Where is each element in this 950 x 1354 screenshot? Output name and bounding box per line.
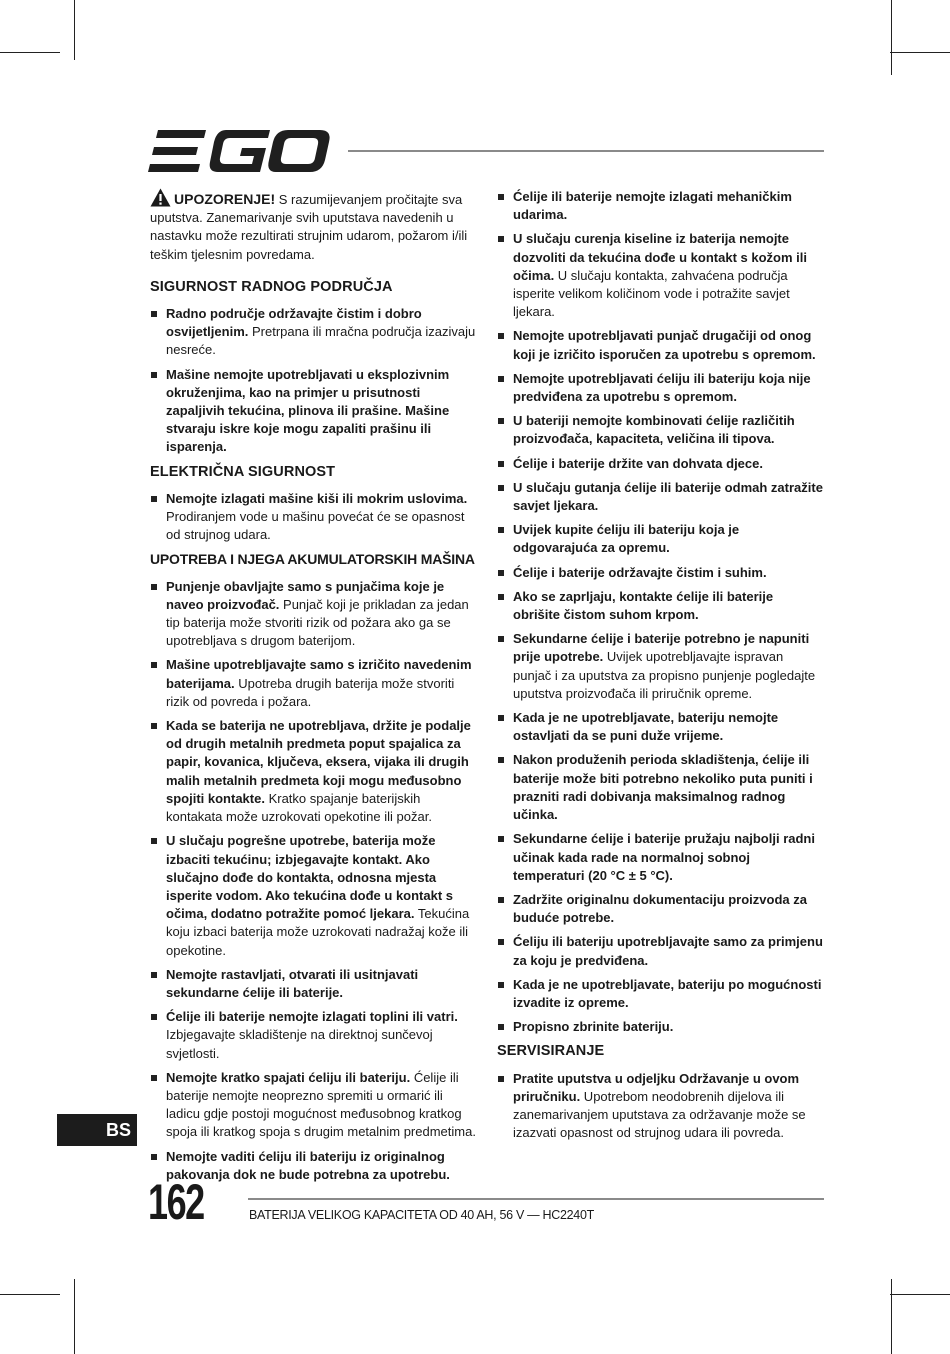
square-bullet-icon: [151, 1014, 157, 1020]
list-item: [497, 455, 823, 473]
item-bold-text: Punjenje obavljajte samo s punjačima koje je naveo proizvođač.: [166, 578, 445, 612]
list-item: [150, 966, 478, 1002]
item-bold-text: Pratite uputstva u odjeljku Održavanje u ovom priručniku.: [513, 1070, 800, 1104]
square-bullet-icon: [498, 527, 504, 533]
list-item: [497, 830, 823, 885]
section-battery-tool-use: [150, 550, 478, 1184]
square-bullet-icon: [498, 485, 504, 491]
item-bold-text: Mašine nemojte upotrebljavati u eksplozivnim okruženjima, kao na primjer u prisutnosti zapaljivih tekućina, plinova ili prašine. Mašine stvaraju iskre koje mogu zapaliti prašinu ili isparenja.: [166, 366, 450, 455]
list-item: [150, 717, 478, 826]
item-bold-text: U slučaju gutanja ćelije ili baterije odmah zatražite savjet ljekara.: [513, 479, 823, 514]
item-text: Prodiranjem vode u mašinu povećat će se opasnost od strujnog udara.: [166, 509, 465, 543]
item-text: Kratko spajanje baterijskih kontakata može uzrokovati opekotine ili požar.: [166, 790, 432, 825]
item-bold-text: Nemojte rastavljati, otvarati ili usitnjavati sekundarne ćelije ili baterije.: [166, 966, 419, 1000]
list-item: [497, 976, 823, 1012]
square-bullet-icon: [151, 838, 157, 844]
item-bold-text: Sekundarne ćelije i baterije pružaju najbolji radni učinak kada rade na normalnoj sobnoj temperaturi (20 °C ± 5 °C).: [513, 831, 815, 883]
list-item: [497, 188, 823, 224]
footer-rule: [248, 1198, 824, 1200]
square-bullet-icon: [151, 496, 157, 502]
square-bullet-icon: [498, 461, 504, 467]
item-text: Pretrpana ili mračna područja izazivaju nesreće.: [166, 324, 476, 358]
list-item: [497, 521, 823, 557]
square-bullet-icon: [151, 972, 157, 978]
page-number: 162: [148, 1174, 204, 1230]
list-item: [497, 933, 823, 969]
square-bullet-icon: [498, 570, 504, 576]
section-heading: UPOTREBA I NJEGA AKUMULATORSKIH MAŠINA: [150, 551, 475, 568]
section-heading: SIGURNOST RADNOG PODRUČJA: [150, 278, 393, 295]
warning-triangle-icon: [150, 188, 171, 207]
list-item: [150, 366, 478, 457]
right-column: [497, 188, 823, 1148]
item-bold-text: U bateriji nemojte kombinovati ćelije različitih proizvođača, kapaciteta, veličina ili tipova.: [513, 413, 795, 447]
square-bullet-icon: [498, 333, 504, 339]
list-item: [150, 490, 478, 545]
list-item: [497, 370, 823, 406]
list-item: [497, 479, 823, 515]
square-bullet-icon: [151, 372, 157, 378]
square-bullet-icon: [498, 594, 504, 600]
item-text: Tekućina koju izbaci baterija može uzrokovati nadražaj kože ili opekotine.: [166, 906, 470, 958]
square-bullet-icon: [498, 1024, 504, 1030]
list-item: [150, 1008, 478, 1063]
item-bold-text: Kada je ne upotrebljavate, bateriju po mogućnosti izvadite iz opreme.: [513, 976, 822, 1010]
square-bullet-icon: [498, 939, 504, 945]
list-item: [150, 1069, 478, 1142]
section-servicing: [497, 1042, 823, 1142]
square-bullet-icon: [498, 757, 504, 763]
square-bullet-icon: [498, 636, 504, 642]
item-text: Izbjegavajte skladištenje na direktnoj sunčevoj svjetlosti.: [166, 1027, 433, 1061]
list-item: [497, 1018, 823, 1036]
list-item: [497, 709, 823, 745]
item-bold-text: Kada je ne upotrebljavate, bateriju nemojte ostavljati da se puni duže vrijeme.: [513, 710, 779, 744]
item-bold-text: Nemojte vaditi ćeliju ili bateriju iz originalnog pakovanja dok ne bude potrebna za upotrebu.: [166, 1148, 450, 1182]
square-bullet-icon: [151, 723, 157, 729]
item-bold-text: U slučaju curenja kiseline iz baterija nemojte dozvoliti da tekućina dođe u kontakt s kožom ili očima.: [513, 231, 807, 283]
square-bullet-icon: [151, 1075, 157, 1081]
section-work-area: [150, 278, 478, 457]
item-text: U slučaju kontakta, zahvaćena područja isperite velikom količinom vode i potražite savjet ljekara.: [513, 267, 790, 320]
square-bullet-icon: [498, 982, 504, 988]
item-bold-text: Ćelije i baterije održavajte čistim i suhim.: [513, 564, 767, 580]
item-text: Punjač koji je prikladan za jedan tip baterija može stvoriti rizik od požara ako ga se upotrebljava s drugom baterijom.: [166, 596, 469, 649]
list-item: [150, 656, 478, 711]
item-bold-text: Radno područje održavajte čistim i dobro osvijetljenim.: [166, 306, 422, 340]
section-heading: ELEKTRIČNA SIGURNOST: [150, 463, 336, 480]
warning-label: UPOZORENJE!: [174, 191, 276, 207]
square-bullet-icon: [498, 897, 504, 903]
document-title: BATERIJA VELIKOG KAPACITETA OD 40 AH, 56 V — HC2240T: [249, 1208, 594, 1222]
item-bold-text: Nemojte upotrebljavati punjač drugačiji od onog koji je izričito isporučen za upotrebu s opremom.: [513, 328, 816, 362]
item-text: Uvijek upotrebljavajte ispravan punjač i za uputstva za propisno punjenje pogledajte uputstva proizvođača ili priručnik opreme.: [513, 649, 816, 701]
list-item: [497, 564, 823, 582]
square-bullet-icon: [498, 715, 504, 721]
list-item: [150, 832, 478, 959]
item-text: Ćelije ili baterije nemojte neoprezno spremiti u ormarić ili ladicu gdje postoji mogućnost međusobnog kratkog spoja ili kratkog spoja s drugim metalnim predmetima.: [166, 1069, 476, 1140]
item-bold-text: Ako se zaprljaju, kontakte ćelije ili baterije obrišite čistom suhom krpom.: [513, 588, 774, 623]
square-bullet-icon: [498, 418, 504, 424]
list-item: [150, 305, 478, 360]
square-bullet-icon: [498, 1076, 504, 1082]
item-bold-text: Ćelije ili baterije nemojte izlagati mehaničkim udarima.: [513, 189, 792, 223]
list-item: [497, 891, 823, 927]
item-bold-text: Nemojte izlagati mašine kiši ili mokrim uslovima.: [166, 490, 468, 506]
header-rule: [348, 150, 824, 152]
item-bold-text: Mašine upotrebljavajte samo s izričito navedenim baterijama.: [166, 657, 472, 691]
list-item: [497, 230, 823, 321]
section-heading: SERVISIRANJE: [497, 1043, 605, 1060]
square-bullet-icon: [498, 194, 504, 200]
section-electrical-safety: [150, 463, 478, 545]
list-item: [497, 751, 823, 824]
item-bold-text: Ćeliju ili bateriju upotrebljavajte samo za primjenu za koju je predviđena.: [513, 934, 823, 968]
list-item: [497, 327, 823, 363]
square-bullet-icon: [151, 1154, 157, 1160]
list-item: [497, 588, 823, 624]
language-tab: BS: [57, 1114, 137, 1146]
item-bold-text: Kada se baterija ne upotrebljava, držite je podalje od drugih metalnih predmeta poput spajalica za papir, kovanica, ključeva, eksera, vijaka ili drugih malih metalnih predmeta koji mogu međusobno spojiti kontakte.: [166, 718, 471, 806]
item-bold-text: U slučaju pogrešne upotrebe, baterija može izbaciti tekućinu; izbjegavajte kontakt. Ako slučajno dođe do kontakta, odnosna mjesta isperite vodom. Ako tekućina dođe u kontakt s očima, dodatno potražite pomoć ljekara.: [166, 833, 454, 922]
item-bold-text: Ćelije ili baterije nemojte izlagati toplini ili vatri.: [166, 1009, 458, 1025]
list-item: [497, 1070, 823, 1143]
ego-logo: [148, 128, 332, 174]
item-bold-text: Zadržite originalnu dokumentaciju proizvoda za buduće potrebe.: [513, 891, 807, 926]
list-item: [150, 578, 478, 651]
item-bold-text: Propisno zbrinite bateriju.: [513, 1019, 674, 1035]
square-bullet-icon: [151, 311, 157, 317]
item-text: Upotreba drugih baterija može stvoriti rizik od povreda i požara.: [166, 675, 455, 709]
item-bold-text: Ćelije i baterije držite van dohvata djece.: [513, 455, 763, 471]
square-bullet-icon: [498, 236, 504, 242]
square-bullet-icon: [498, 836, 504, 842]
warning-paragraph: [150, 188, 478, 264]
item-bold-text: Nemojte kratko spajati ćeliju ili bateriju.: [166, 1069, 411, 1085]
square-bullet-icon: [151, 662, 157, 668]
list-item: [497, 412, 823, 448]
item-bold-text: Uvijek kupite ćeliju ili bateriju koja je odgovarajuća za opremu.: [513, 522, 740, 556]
list-item: [497, 630, 823, 703]
warning-text: S razumijevanjem pročitajte sva uputstva. Zanemarivanje svih uputstava navedenih u nastavku može rezultirati strujnim udarom, požarom i/ili teškim tjelesnim povredama.: [150, 192, 468, 262]
item-bold-text: Nemojte upotrebljavati ćeliju ili bateriju koja nije predviđena za upotrebu s opremom.: [513, 370, 811, 405]
item-text: Upotrebom neodobrenih dijelova ili zanemarivanjem uputstava za održavanje može se izazvati opasnost od strujnog udara ili povreda.: [513, 1088, 806, 1141]
square-bullet-icon: [498, 376, 504, 382]
item-bold-text: Sekundarne ćelije i baterije potrebno je napuniti prije upotrebe.: [513, 631, 810, 665]
square-bullet-icon: [151, 584, 157, 590]
left-column: [150, 188, 478, 1190]
item-bold-text: Nakon produženih perioda skladištenja, ćelije ili baterije može biti potrebno nekoliko puta puniti i prazniti radi dobivanja maksimalnog radnog učinka.: [513, 752, 813, 823]
